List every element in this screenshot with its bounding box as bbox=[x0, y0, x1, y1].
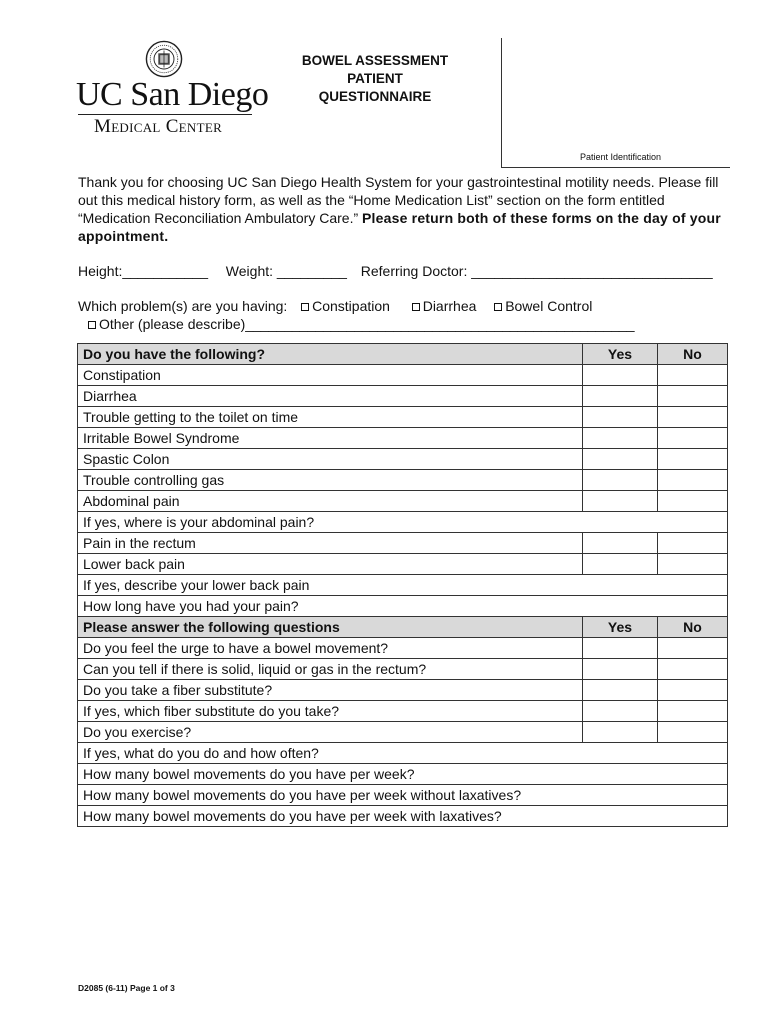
page-footer: D2085 (6-11) Page 1 of 3 bbox=[78, 983, 175, 993]
option-other[interactable] bbox=[86, 315, 635, 333]
yes-cell[interactable] bbox=[583, 554, 658, 575]
form-title-line1: BOWEL ASSESSMENT bbox=[301, 53, 449, 68]
question-text: Do you take a fiber substitute? bbox=[78, 680, 583, 701]
table-row bbox=[78, 785, 728, 806]
no-cell[interactable] bbox=[658, 638, 728, 659]
no-column-header: No bbox=[658, 344, 728, 365]
question-text: Irritable Bowel Syndrome bbox=[78, 428, 583, 449]
yes-column-header: Yes bbox=[583, 344, 658, 365]
no-cell[interactable] bbox=[658, 554, 728, 575]
question-text: Spastic Colon bbox=[78, 449, 583, 470]
option-constipation[interactable]: Constipation bbox=[299, 298, 390, 314]
question-text: If yes, which fiber substitute do you take? bbox=[78, 701, 583, 722]
table-row bbox=[78, 743, 728, 764]
question-text: Constipation bbox=[78, 365, 583, 386]
table-row bbox=[78, 533, 728, 554]
option-bowel-control[interactable]: Bowel Control bbox=[492, 298, 592, 314]
problems-line bbox=[78, 297, 592, 315]
section-header-label: Please answer the following questions bbox=[78, 617, 583, 638]
logo-divider bbox=[78, 114, 252, 115]
no-cell[interactable] bbox=[658, 407, 728, 428]
yes-cell[interactable] bbox=[583, 680, 658, 701]
table-row bbox=[78, 554, 728, 575]
other-field[interactable]: Other (please describe)__________________________________________________ bbox=[99, 316, 635, 332]
question-text: Do you feel the urge to have a bowel movement? bbox=[78, 638, 583, 659]
no-cell[interactable] bbox=[658, 491, 728, 512]
question-text: How many bowel movements do you have per week without laxatives? bbox=[78, 785, 728, 806]
patient-id-box-border bbox=[501, 38, 502, 167]
table-row bbox=[78, 386, 728, 407]
no-cell[interactable] bbox=[658, 701, 728, 722]
question-text: How long have you had your pain? bbox=[78, 596, 728, 617]
no-column-header: No bbox=[658, 617, 728, 638]
yes-cell[interactable] bbox=[583, 722, 658, 743]
patient-id-label: Patient Identification bbox=[580, 152, 662, 162]
checkbox-icon[interactable] bbox=[494, 303, 502, 311]
table-row bbox=[78, 428, 728, 449]
yes-cell[interactable] bbox=[583, 407, 658, 428]
intro-paragraph bbox=[78, 173, 728, 245]
question-text: If yes, where is your abdominal pain? bbox=[78, 512, 728, 533]
table-row bbox=[78, 764, 728, 785]
form-title-line2: PATIENT bbox=[347, 71, 403, 86]
table-row bbox=[78, 659, 728, 680]
question-text: How many bowel movements do you have per week with laxatives? bbox=[78, 806, 728, 827]
table-row bbox=[78, 512, 728, 533]
intro-text: Thank you for choosing UC San Diego Health System for your gastrointestinal motility needs. Please fill out this medical history form, as well as the “Home Medication List” section on the form entitled “Medication Reconciliation Ambulatory Care.” bbox=[78, 174, 719, 226]
question-text: Lower back pain bbox=[78, 554, 583, 575]
form-title-line3: QUESTIONNAIRE bbox=[318, 89, 432, 104]
question-text: Pain in the rectum bbox=[78, 533, 583, 554]
question-text: If yes, describe your lower back pain bbox=[78, 575, 728, 596]
no-cell[interactable] bbox=[658, 365, 728, 386]
yes-cell[interactable] bbox=[583, 638, 658, 659]
problems-label: Which problem(s) are you having: bbox=[78, 298, 288, 314]
table-row bbox=[78, 470, 728, 491]
question-text: If yes, what do you do and how often? bbox=[78, 743, 728, 764]
yes-cell[interactable] bbox=[583, 365, 658, 386]
uc-seal-icon bbox=[145, 40, 183, 78]
yes-cell[interactable] bbox=[583, 428, 658, 449]
checkbox-icon[interactable] bbox=[88, 321, 96, 329]
section-header-label: Do you have the following? bbox=[78, 344, 583, 365]
yes-cell[interactable] bbox=[583, 533, 658, 554]
question-text: Trouble controlling gas bbox=[78, 470, 583, 491]
yes-cell[interactable] bbox=[583, 491, 658, 512]
table-row bbox=[78, 407, 728, 428]
no-cell[interactable] bbox=[658, 470, 728, 491]
table-row bbox=[78, 722, 728, 743]
no-cell[interactable] bbox=[658, 428, 728, 449]
yes-cell[interactable] bbox=[583, 701, 658, 722]
table-row bbox=[78, 596, 728, 617]
no-cell[interactable] bbox=[658, 659, 728, 680]
logo-name: UC San Diego bbox=[76, 76, 269, 113]
no-cell[interactable] bbox=[658, 449, 728, 470]
no-cell[interactable] bbox=[658, 680, 728, 701]
table-row bbox=[78, 491, 728, 512]
yes-cell[interactable] bbox=[583, 659, 658, 680]
question-text: Abdominal pain bbox=[78, 491, 583, 512]
no-cell[interactable] bbox=[658, 386, 728, 407]
patient-id-box-baseline bbox=[501, 167, 730, 168]
intro-bold-text: Please return both of these forms on the day of your appointment. bbox=[78, 210, 721, 244]
table-row bbox=[78, 680, 728, 701]
table-row bbox=[78, 638, 728, 659]
checkbox-icon[interactable] bbox=[412, 303, 420, 311]
referring-doctor-field[interactable]: Referring Doctor: _______________________________ bbox=[360, 263, 713, 279]
option-diarrhea[interactable]: Diarrhea bbox=[410, 298, 477, 314]
table-row bbox=[78, 449, 728, 470]
yes-cell[interactable] bbox=[583, 449, 658, 470]
table-section-header bbox=[78, 344, 728, 365]
question-text: Diarrhea bbox=[78, 386, 583, 407]
question-text: Trouble getting to the toilet on time bbox=[78, 407, 583, 428]
weight-field[interactable]: Weight: _________ bbox=[225, 263, 347, 279]
height-field[interactable]: Height:___________ bbox=[78, 263, 209, 279]
questionnaire-table bbox=[77, 343, 728, 827]
table-row bbox=[78, 806, 728, 827]
no-cell[interactable] bbox=[658, 533, 728, 554]
no-cell[interactable] bbox=[658, 722, 728, 743]
yes-cell[interactable] bbox=[583, 386, 658, 407]
yes-column-header: Yes bbox=[583, 617, 658, 638]
question-text: How many bowel movements do you have per week? bbox=[78, 764, 728, 785]
table-row bbox=[78, 701, 728, 722]
table-row bbox=[78, 365, 728, 386]
question-text: Do you exercise? bbox=[78, 722, 583, 743]
logo-subtitle: Medical Center bbox=[94, 116, 223, 137]
checkbox-icon[interactable] bbox=[301, 303, 309, 311]
table-section-header bbox=[78, 617, 728, 638]
question-text: Can you tell if there is solid, liquid or gas in the rectum? bbox=[78, 659, 583, 680]
yes-cell[interactable] bbox=[583, 470, 658, 491]
form-title bbox=[270, 52, 480, 106]
patient-fields bbox=[78, 262, 713, 280]
table-row bbox=[78, 575, 728, 596]
